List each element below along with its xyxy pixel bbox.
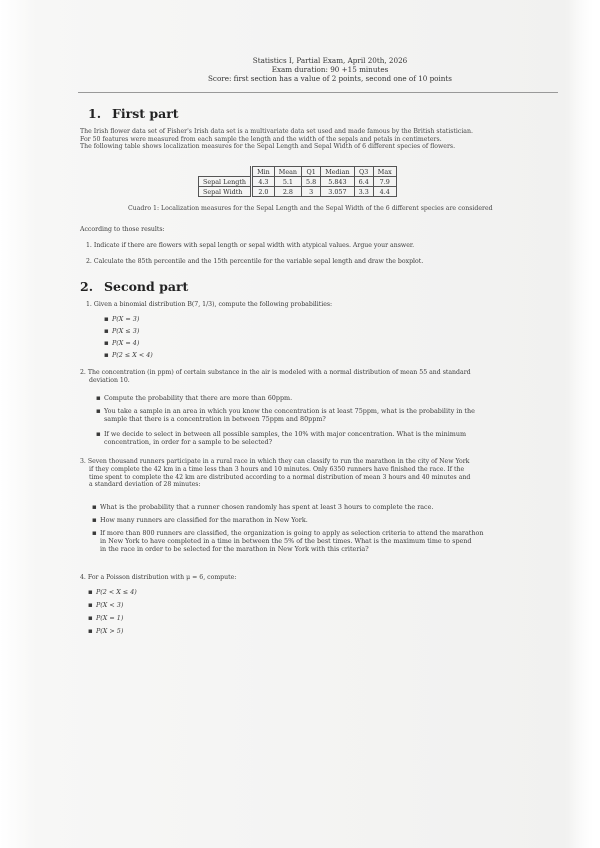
exam-title: Statistics I, Partial Exam, April 20th, 2026 xyxy=(252,56,408,65)
question-number: 4. xyxy=(80,574,86,581)
sub-question-line: ▪ How many runners are classified for the marathon in New York. xyxy=(100,516,308,524)
sub-question-line: ▪ Compute the probability that there are more than 60ppm. xyxy=(104,394,293,402)
part2-number: 2. xyxy=(80,279,94,294)
question-text: Seven thousand runners participate in a rural race in which they can classify to run the marathon in the city of New York xyxy=(87,458,470,465)
row-label: Sepal Length xyxy=(199,177,252,187)
header-divider xyxy=(78,92,558,93)
sub-question xyxy=(104,394,564,402)
probability-item: ▪ P(X < 3) xyxy=(96,601,123,609)
sub-question-line: ▪ You take a sample in an area in which you know the concentration is at least 75ppm, what is the probability in the xyxy=(104,407,475,415)
question-text: Calculate the 85th percentile and the 15th percentile for the variable sepal length and draw the boxplot. xyxy=(93,258,424,265)
intro-line: The Irish flower data set of Fisher's Irish data set is a multivariate data set used and made famous by the British statistician. xyxy=(80,128,473,135)
part2-question-1 xyxy=(86,301,566,309)
table-header: Median xyxy=(321,167,354,177)
table-header: Max xyxy=(373,167,396,177)
sub-question-line: in the race in order to be selected for the marathon in New York with this criteria? xyxy=(100,545,369,553)
question-text: if they complete the 42 km in a time less than 3 hours and 10 minutes. Only 6350 runners have finished the race. If the xyxy=(89,465,465,473)
table-header: Q3 xyxy=(354,167,373,177)
table-row xyxy=(199,187,397,197)
probability-item: ▪ P(X = 3) xyxy=(112,315,139,323)
sub-question-line: ▪ What is the probability that a runner chosen randomly has spent at least 3 hours to complete the race. xyxy=(100,503,434,511)
table-cell: 5.843 xyxy=(321,177,354,187)
table-cell: 3.057 xyxy=(321,187,354,197)
probability-item: ▪ P(X = 1) xyxy=(96,614,123,622)
sub-question-line: in New York to have completed in a time in between the 5% of the best times. What is the maximum time to spend xyxy=(100,537,472,545)
part1-number: 1. xyxy=(88,106,102,121)
part1-lead: According to those results: xyxy=(80,226,165,233)
table-cell: 2.0 xyxy=(252,187,275,197)
probability-item: ▪ P(X > 5) xyxy=(96,627,123,635)
question-text: For a Poisson distribution with μ = 6, compute: xyxy=(87,574,237,581)
part2-question-4 xyxy=(80,574,560,582)
page-edge xyxy=(568,0,600,848)
part2-heading xyxy=(80,279,188,294)
intro-line: For 50 features were measured from each sample the length and the width of the sepals and petals in centimeters. xyxy=(80,135,442,143)
probability-item: ▪ P(X ≤ 3) xyxy=(112,327,139,335)
sub-question xyxy=(100,529,562,553)
part1-question xyxy=(86,242,566,250)
part1-title: First part xyxy=(112,106,179,121)
question-text: a standard deviation of 28 minutes: xyxy=(89,481,201,489)
exam-duration: Exam duration: 90 +15 minutes xyxy=(271,65,389,74)
table-header: Min xyxy=(252,167,275,177)
sub-question xyxy=(104,430,564,446)
table-cell: 6.4 xyxy=(354,177,373,187)
sub-question-line: ▪ If we decide to select in between all possible samples, the 10% with major concentration. What is the minimum xyxy=(104,430,467,438)
question-text: deviation 10. xyxy=(89,376,130,384)
sub-question-line: concentration, in order for a sample to be selected? xyxy=(104,438,273,446)
table-cell: 2.8 xyxy=(274,187,301,197)
question-number: 2. xyxy=(80,369,86,376)
part1-heading xyxy=(88,106,179,121)
question-number: 1. xyxy=(86,301,92,308)
table-cell: 4.3 xyxy=(252,177,275,187)
table-caption: Cuadro 1: Localization measures for the Sepal Length and the Sepal Width of the 6 different species are considered xyxy=(128,205,493,212)
part1-intro xyxy=(80,128,570,151)
table-header: Mean xyxy=(274,167,301,177)
table-cell: 3.3 xyxy=(354,187,373,197)
exam-score: Score: first section has a value of 2 points, second one of 10 points xyxy=(208,74,452,83)
table-cell: 3 xyxy=(302,187,321,197)
sub-question-line: sample that there is a concentration in between 75ppm and 80ppm? xyxy=(104,415,326,423)
exam-header xyxy=(0,56,600,83)
part2-question-2 xyxy=(80,369,570,385)
table-row xyxy=(199,177,397,187)
probability-item: ▪ P(X = 4) xyxy=(112,339,139,347)
row-label: Sepal Width xyxy=(199,187,252,197)
part2-title: Second part xyxy=(104,279,189,294)
table-cell: 7.9 xyxy=(373,177,396,187)
intro-line: The following table shows localization measures for the Sepal Length and Sepal Width of 6 different species of flowers. xyxy=(80,143,456,151)
question-text: time spent to complete the 42 km are distributed according to a normal distribution of mean 3 hours and 40 minutes and xyxy=(89,473,471,481)
localization-table xyxy=(198,166,397,197)
table-header: Q1 xyxy=(302,167,321,177)
question-text: Given a binomial distribution B(7, 1/3), compute the following probabilities: xyxy=(93,301,333,308)
part1-question xyxy=(86,258,566,266)
table-cell: 4.4 xyxy=(373,187,396,197)
table-cell: 5.1 xyxy=(274,177,301,187)
sub-question xyxy=(104,407,564,423)
question-number: 1. xyxy=(86,242,92,249)
table-header-row xyxy=(199,167,397,177)
sub-question xyxy=(100,503,562,511)
sub-question xyxy=(100,516,562,524)
question-text: Indicate if there are flowers with sepal length or sepal width with atypical values. Argue your answer. xyxy=(93,242,415,249)
table-cell: 5.8 xyxy=(302,177,321,187)
probability-item: ▪ P(2 ≤ X < 4) xyxy=(112,351,153,359)
part2-question-3 xyxy=(80,458,570,489)
question-number: 2. xyxy=(86,258,92,265)
question-number: 3. xyxy=(80,458,86,465)
sub-question-line: ▪ If more than 800 runners are classified, the organization is going to apply as selection criteria to attend the marathon xyxy=(100,529,484,537)
probability-item: ▪ P(2 < X ≤ 4) xyxy=(96,588,137,596)
question-text: The concentration (in ppm) of certain substance in the air is modeled with a normal distribution of mean 55 and standard xyxy=(87,369,471,376)
